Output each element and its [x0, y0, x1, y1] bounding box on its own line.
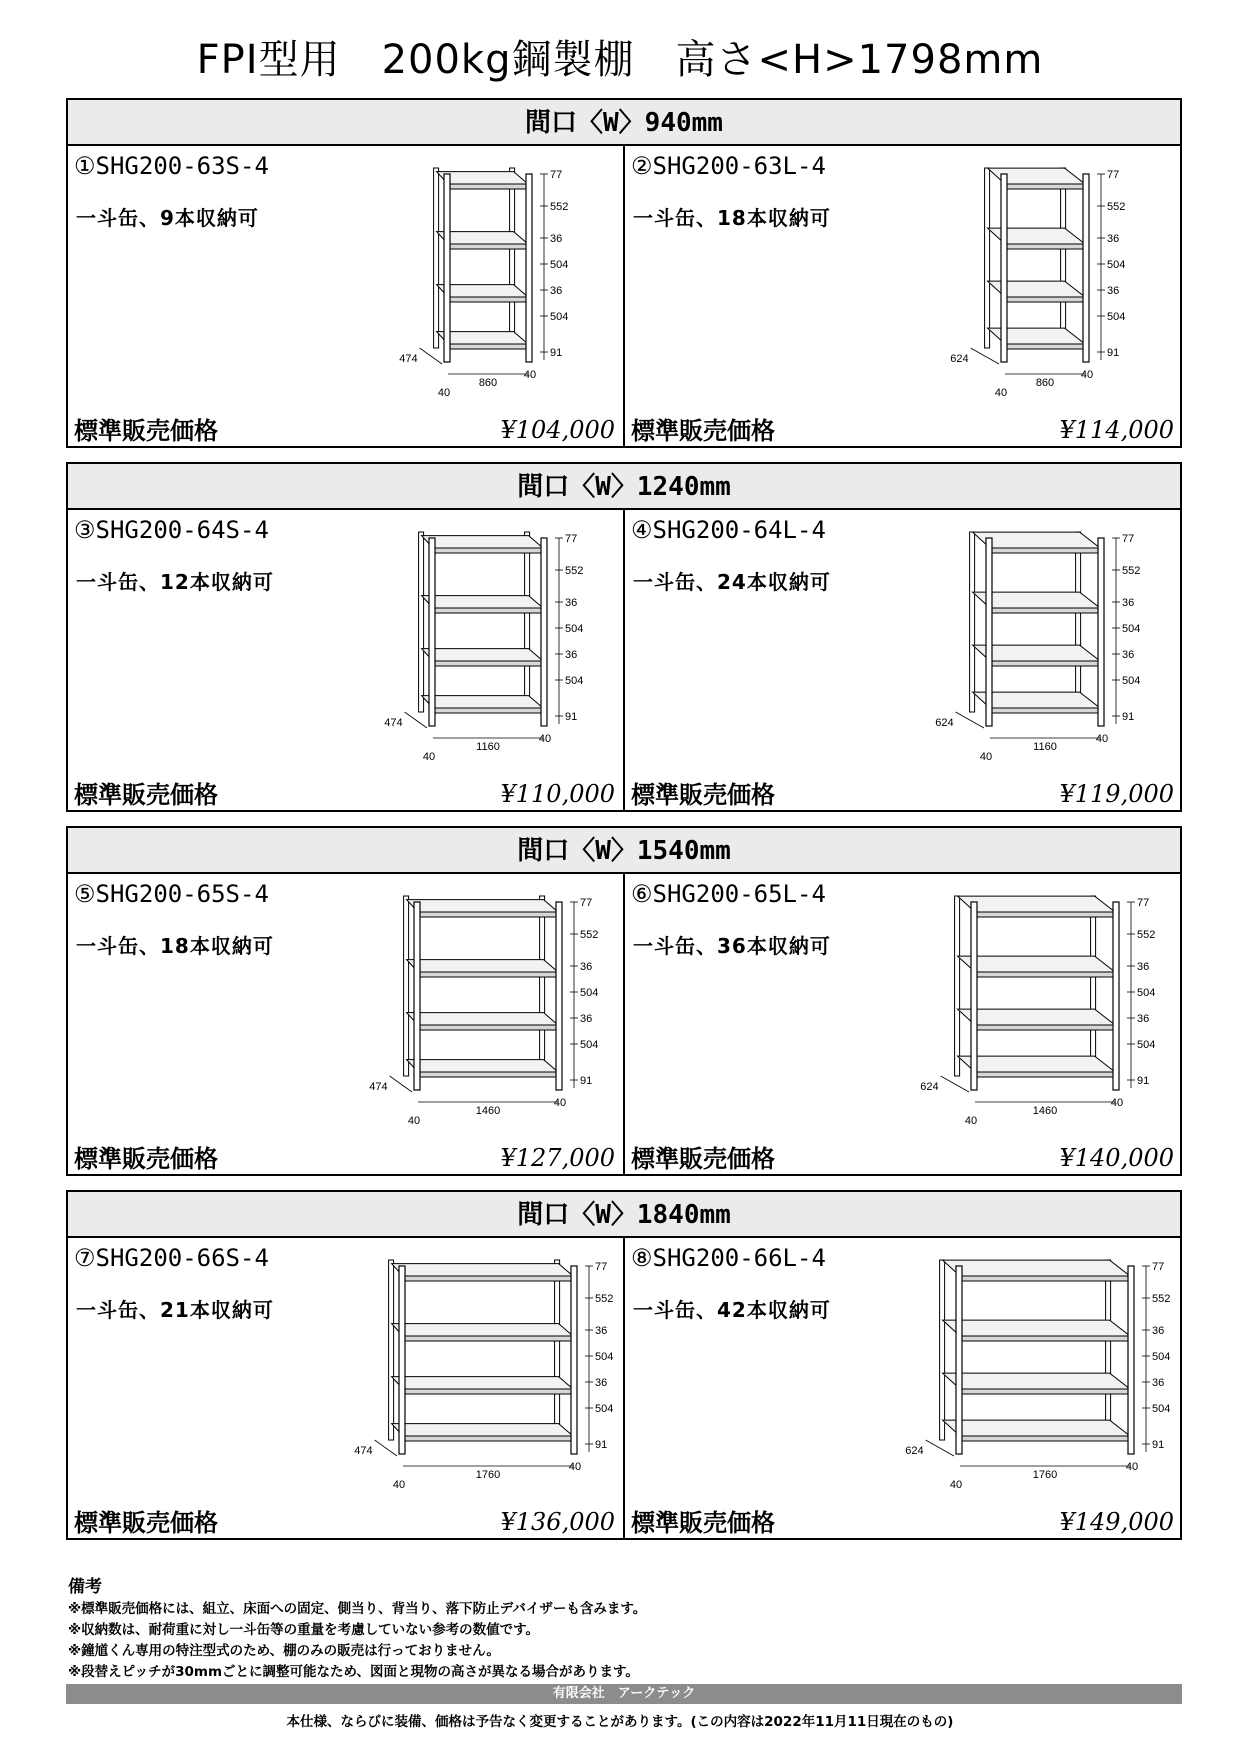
shelf-edge: [403, 1436, 573, 1441]
shelf-board: [958, 1009, 1115, 1025]
dimension-label: 91: [595, 1439, 608, 1451]
post-label: 40: [979, 751, 993, 763]
product-cell: [625, 146, 1182, 446]
shelf-edge: [448, 344, 528, 349]
width-label: 860: [1035, 377, 1055, 389]
back-post: [1091, 896, 1096, 1076]
shelf-edge: [975, 912, 1115, 917]
product-cell: [68, 874, 625, 1174]
shelf-edge: [975, 1072, 1115, 1077]
width-label: 1760: [475, 1469, 501, 1481]
model-number: ②SHG200-63L-4: [631, 152, 826, 180]
back-post: [940, 1260, 945, 1440]
dimension-label: 504: [1152, 1351, 1171, 1363]
shelf-edge: [960, 1276, 1130, 1281]
depth-dimension-line: [971, 348, 999, 364]
dimension-label: 36: [565, 597, 578, 609]
shelf-svg: [895, 1252, 1171, 1492]
front-post: [429, 538, 435, 726]
company-name: 有限会社 アークテック: [66, 1684, 1182, 1704]
dimension-label: 36: [1152, 1325, 1165, 1337]
shelf-edge: [990, 608, 1100, 613]
shelf-edge: [403, 1276, 573, 1281]
shelf-drawing: [338, 1252, 614, 1492]
section-header: 間口〈W〉940mm: [68, 100, 1180, 146]
depth-dimension-line: [956, 712, 984, 728]
capacity-text: 一斗缶、24本収納可: [633, 570, 831, 594]
dimension-label: 36: [1137, 1013, 1150, 1025]
capacity-text: 一斗缶、42本収納可: [633, 1298, 831, 1322]
depth-dimension-line: [405, 712, 427, 728]
shelf-edge: [433, 548, 543, 553]
shelf-board: [392, 1264, 573, 1276]
dimension-label: 504: [550, 311, 569, 323]
depth-dimension-line: [420, 348, 442, 364]
section-header: 間口〈W〉1240mm: [68, 464, 1180, 510]
dimension-label: 552: [580, 929, 599, 941]
section-header: 間口〈W〉1840mm: [68, 1192, 1180, 1238]
back-post: [525, 532, 530, 712]
shelf-board: [407, 1013, 558, 1025]
dimension-label: 504: [1137, 987, 1156, 999]
section-w1540: [66, 826, 1182, 1176]
note-line: ※鐘馗くん専用の特注型式のため、棚のみの販売は行っておりません。: [68, 1643, 500, 1659]
width-label: 1760: [1032, 1469, 1058, 1481]
shelf-edge: [433, 661, 543, 666]
dimension-label: 36: [565, 649, 578, 661]
dimension-label: 91: [550, 347, 563, 359]
post-label: 40: [553, 1097, 567, 1109]
price-label: 標準販売価格: [631, 1509, 775, 1537]
depth-label: 474: [354, 1445, 373, 1457]
post-label: 40: [523, 369, 537, 381]
dimension-label: 36: [580, 1013, 593, 1025]
depth-dimension-line: [941, 1076, 969, 1092]
shelf-drawing: [895, 524, 1165, 764]
dimension-label: 36: [1152, 1377, 1165, 1389]
post-label: 40: [1080, 369, 1094, 381]
shelf-edge: [1005, 244, 1085, 249]
section-header: 間口〈W〉1540mm: [68, 828, 1180, 874]
shelf-board: [392, 1377, 573, 1389]
notes-block: [68, 1572, 1180, 1683]
shelf-board: [392, 1324, 573, 1336]
dimension-label: 91: [580, 1075, 593, 1087]
shelf-edge: [990, 548, 1100, 553]
dimension-label: 91: [1122, 711, 1135, 723]
shelf-board: [943, 1320, 1130, 1336]
disclaimer: 本仕様、ならびに装備、価格は予告なく変更することがあります。(この内容は2022年11月11日現在のもの): [286, 1714, 954, 1730]
front-post: [1083, 174, 1089, 362]
shelf-board: [407, 960, 558, 972]
post-label: 40: [568, 1461, 582, 1473]
dimension-label: 552: [550, 201, 569, 213]
back-post: [970, 532, 975, 712]
shelf-edge: [418, 972, 558, 977]
capacity-text: 一斗缶、18本収納可: [76, 934, 274, 958]
dimension-label: 36: [595, 1325, 608, 1337]
dimension-label: 77: [1137, 897, 1150, 909]
shelf-board: [422, 596, 543, 608]
dimension-label: 77: [580, 897, 593, 909]
shelf-edge: [418, 912, 558, 917]
back-post: [555, 1260, 560, 1440]
page-title: FPI型用 200kg鋼製棚 高さ<H>1798mm: [196, 37, 1044, 83]
post-label: 40: [392, 1479, 406, 1491]
capacity-text: 一斗缶、12本収納可: [76, 570, 274, 594]
dimension-label: 36: [580, 961, 593, 973]
dimension-label: 552: [1152, 1293, 1171, 1305]
front-post: [571, 1266, 577, 1454]
front-post: [444, 174, 450, 362]
depth-label: 474: [384, 717, 403, 729]
dimension-label: 504: [595, 1351, 614, 1363]
shelf-drawing: [338, 524, 608, 764]
dimension-label: 504: [1122, 675, 1141, 687]
price-label: 標準販売価格: [74, 417, 218, 445]
dimension-label: 504: [565, 623, 584, 635]
shelf-drawing: [895, 888, 1165, 1128]
shelf-edge: [975, 1025, 1115, 1030]
shelf-svg: [895, 524, 1165, 764]
dimension-label: 552: [1137, 929, 1156, 941]
post-label: 40: [949, 1479, 963, 1491]
shelf-drawing: [338, 888, 608, 1128]
product-cell: [625, 510, 1182, 810]
shelf-edge: [990, 708, 1100, 713]
shelf-edge: [990, 661, 1100, 666]
dimension-label: 504: [550, 259, 569, 271]
shelf-edge: [418, 1025, 558, 1030]
shelf-edge: [403, 1336, 573, 1341]
section-w1840: [66, 1190, 1182, 1540]
price-label: 標準販売価格: [74, 1145, 218, 1173]
back-post: [389, 1260, 394, 1440]
width-label: 1160: [476, 741, 500, 753]
shelf-board: [958, 956, 1115, 972]
front-post: [414, 902, 420, 1090]
note-line: ※収納数は、耐荷重に対し一斗缶等の重量を考慮していない参考の数値です。: [68, 1622, 540, 1638]
front-post: [986, 538, 992, 726]
front-post: [1001, 174, 1007, 362]
shelf-edge: [448, 244, 528, 249]
dimension-label: 91: [1152, 1439, 1165, 1451]
back-post: [540, 896, 545, 1076]
product-cell: [625, 1238, 1182, 1538]
shelf-edge: [418, 1072, 558, 1077]
post-label: 40: [1095, 733, 1109, 745]
front-post: [399, 1266, 405, 1454]
shelf-edge: [960, 1436, 1130, 1441]
front-post: [526, 174, 532, 362]
post-label: 40: [437, 387, 451, 399]
post-label: 40: [964, 1115, 978, 1127]
price-label: 標準販売価格: [74, 1509, 218, 1537]
shelf-board: [407, 900, 558, 912]
dimension-label: 77: [565, 533, 578, 545]
dimension-label: 36: [1137, 961, 1150, 973]
back-post: [1106, 1260, 1111, 1440]
price-value: ¥110,000: [500, 780, 615, 808]
depth-label: 624: [920, 1081, 939, 1093]
shelf-edge: [960, 1389, 1130, 1394]
dimension-label: 36: [1107, 233, 1120, 245]
shelf-board: [958, 896, 1115, 912]
back-post: [955, 896, 960, 1076]
price-label: 標準販売価格: [631, 417, 775, 445]
capacity-text: 一斗缶、9本収納可: [76, 206, 259, 230]
model-number: ⑧SHG200-66L-4: [631, 1244, 826, 1272]
post-label: 40: [407, 1115, 421, 1127]
dimension-label: 504: [580, 1039, 599, 1051]
depth-label: 624: [950, 353, 969, 365]
section-w940: [66, 98, 1182, 448]
front-post: [956, 1266, 962, 1454]
back-post: [510, 168, 515, 348]
shelf-drawing: [895, 160, 1165, 400]
model-number: ⑤SHG200-65S-4: [74, 880, 269, 908]
shelf-edge: [433, 708, 543, 713]
price-value: ¥119,000: [1059, 780, 1174, 808]
depth-label: 474: [399, 353, 418, 365]
shelf-edge: [960, 1336, 1130, 1341]
post-label: 40: [1110, 1097, 1124, 1109]
section-w1240: [66, 462, 1182, 812]
depth-label: 624: [935, 717, 954, 729]
price-label: 標準販売価格: [631, 1145, 775, 1173]
depth-dimension-line: [390, 1076, 412, 1092]
shelf-svg: [338, 888, 608, 1128]
shelf-board: [392, 1424, 573, 1436]
shelf-drawing: [338, 160, 608, 400]
back-post: [985, 168, 990, 348]
dimension-label: 77: [550, 169, 563, 181]
capacity-text: 一斗缶、21本収納可: [76, 1298, 274, 1322]
dimension-label: 36: [550, 233, 563, 245]
shelf-board: [422, 649, 543, 661]
front-post: [971, 902, 977, 1090]
shelf-svg: [338, 1252, 614, 1492]
dimension-label: 504: [1107, 259, 1126, 271]
product-cell: [625, 874, 1182, 1174]
dimension-label: 36: [595, 1377, 608, 1389]
notes-title: 備考: [68, 1577, 102, 1597]
width-label: 1460: [475, 1105, 501, 1117]
price-value: ¥104,000: [500, 416, 615, 444]
note-line: ※段替えピッチが30mmごとに調整可能なため、図面と現物の高さが異なる場合があります。: [68, 1664, 639, 1680]
back-post: [434, 168, 439, 348]
dimension-label: 504: [1122, 623, 1141, 635]
post-label: 40: [994, 387, 1008, 399]
dimension-label: 504: [1107, 311, 1126, 323]
note-line: ※標準販売価格には、組立、床面への固定、側当り、背当り、落下防止デバイザーも含みます。: [68, 1601, 647, 1617]
shelf-edge: [403, 1389, 573, 1394]
back-post: [1061, 168, 1066, 348]
depth-dimension-line: [926, 1440, 954, 1456]
shelf-edge: [448, 297, 528, 302]
product-cell: [68, 510, 625, 810]
dimension-label: 504: [1152, 1403, 1171, 1415]
back-post: [419, 532, 424, 712]
product-cell: [68, 146, 625, 446]
dimension-label: 77: [1122, 533, 1135, 545]
shelf-edge: [1005, 344, 1085, 349]
model-number: ⑦SHG200-66S-4: [74, 1244, 269, 1272]
dimension-label: 504: [580, 987, 599, 999]
price-label: 標準販売価格: [631, 781, 775, 809]
dimension-label: 36: [1122, 597, 1135, 609]
shelf-board: [422, 536, 543, 548]
dimension-label: 552: [565, 565, 584, 577]
price-value: ¥140,000: [1059, 1144, 1174, 1172]
price-value: ¥114,000: [1059, 416, 1174, 444]
dimension-label: 36: [550, 285, 563, 297]
depth-dimension-line: [375, 1440, 397, 1456]
dimension-label: 91: [1137, 1075, 1150, 1087]
shelf-board: [943, 1260, 1130, 1276]
dimension-label: 91: [1107, 347, 1120, 359]
dimension-label: 552: [595, 1293, 614, 1305]
dimension-label: 77: [595, 1261, 608, 1273]
capacity-text: 一斗缶、18本収納可: [633, 206, 831, 230]
dimension-label: 91: [565, 711, 578, 723]
back-post: [1076, 532, 1081, 712]
shelf-board: [422, 696, 543, 708]
shelf-svg: [895, 160, 1165, 400]
width-label: 860: [478, 377, 498, 389]
width-label: 1160: [1033, 741, 1057, 753]
shelf-edge: [448, 184, 528, 189]
dimension-label: 552: [1122, 565, 1141, 577]
price-label: 標準販売価格: [74, 781, 218, 809]
dimension-label: 36: [1122, 649, 1135, 661]
post-label: 40: [538, 733, 552, 745]
price-value: ¥149,000: [1059, 1508, 1174, 1536]
front-post: [556, 902, 562, 1090]
dimension-label: 77: [1152, 1261, 1165, 1273]
front-post: [1128, 1266, 1134, 1454]
shelf-drawing: [895, 1252, 1171, 1492]
front-post: [541, 538, 547, 726]
product-cell: [68, 1238, 625, 1538]
shelf-board: [943, 1420, 1130, 1436]
depth-label: 624: [905, 1445, 924, 1457]
front-post: [1098, 538, 1104, 726]
shelf-svg: [338, 160, 608, 400]
model-number: ⑥SHG200-65L-4: [631, 880, 826, 908]
dimension-label: 504: [595, 1403, 614, 1415]
shelf-edge: [1005, 184, 1085, 189]
shelf-edge: [975, 972, 1115, 977]
model-number: ①SHG200-63S-4: [74, 152, 269, 180]
dimension-label: 552: [1107, 201, 1126, 213]
shelf-board: [943, 1373, 1130, 1389]
front-post: [1113, 902, 1119, 1090]
capacity-text: 一斗缶、36本収納可: [633, 934, 831, 958]
shelf-svg: [338, 524, 608, 764]
post-label: 40: [422, 751, 436, 763]
shelf-board: [958, 1056, 1115, 1072]
shelf-edge: [1005, 297, 1085, 302]
dimension-label: 77: [1107, 169, 1120, 181]
shelf-board: [407, 1060, 558, 1072]
price-value: ¥127,000: [500, 1144, 615, 1172]
shelf-edge: [433, 608, 543, 613]
dimension-label: 504: [565, 675, 584, 687]
model-number: ③SHG200-64S-4: [74, 516, 269, 544]
model-number: ④SHG200-64L-4: [631, 516, 826, 544]
back-post: [404, 896, 409, 1076]
dimension-label: 504: [1137, 1039, 1156, 1051]
dimension-label: 36: [1107, 285, 1120, 297]
price-value: ¥136,000: [500, 1508, 615, 1536]
width-label: 1460: [1032, 1105, 1058, 1117]
post-label: 40: [1125, 1461, 1139, 1473]
depth-label: 474: [369, 1081, 388, 1093]
shelf-svg: [895, 888, 1165, 1128]
